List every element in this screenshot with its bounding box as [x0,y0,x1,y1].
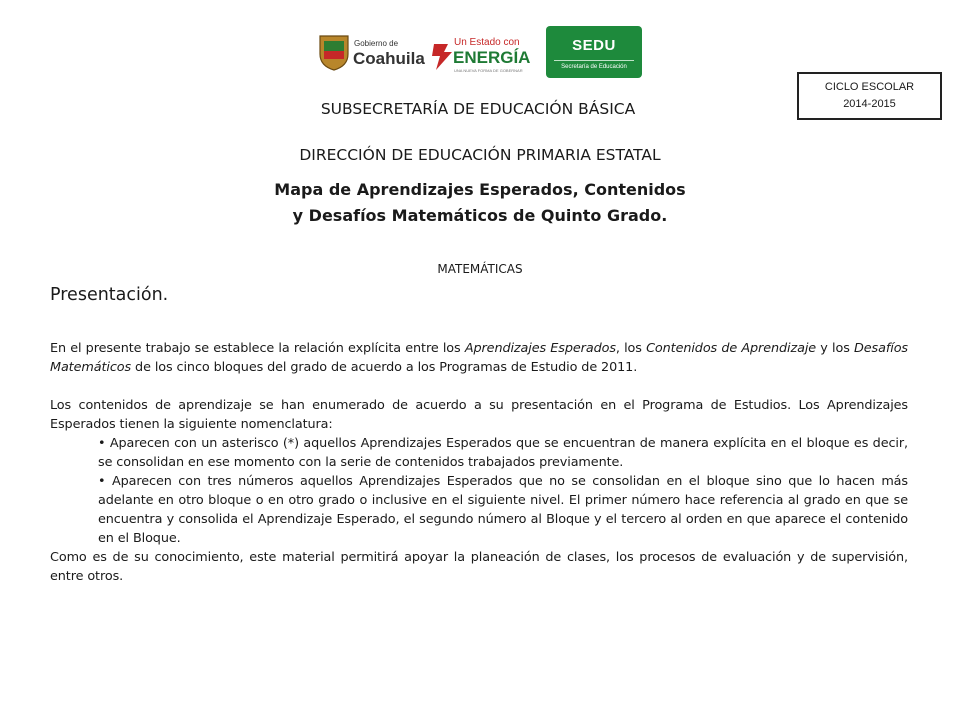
coahuila-small-text: Gobierno de [354,39,399,48]
energia-top-text: Un Estado con [454,37,520,48]
intro-em-contenidos: Contenidos de Aprendizaje [646,341,817,356]
ciclo-years: 2014-2015 [843,98,896,110]
coahuila-logo [318,32,428,72]
presentation-heading: Presentación. [50,285,169,305]
coahuila-big-text: Coahuila [353,49,425,68]
paragraph-intro [50,339,908,377]
intro-text-d: de los cinco bloques del grado de acuerdo a los Programas de Estudio de 2011. [131,360,638,375]
sedu-logo [546,26,642,78]
sedu-big-text: SEDU [572,37,616,54]
subsecretaria-heading: SUBSECRETARÍA DE EDUCACIÓN BÁSICA [320,100,636,118]
paragraph-spacer [50,377,908,396]
logo-strip [318,26,648,82]
intro-em-aprendizajes: Aprendizajes Esperados [464,341,616,356]
energia-logo [430,32,546,76]
title-line-1: Mapa de Aprendizajes Esperados, Contenidos [274,180,686,199]
sedu-small-text: Secretaría de Educación [561,64,627,70]
paragraph-closing: Como es de su conocimiento, este material permitirá apoyar la planeación de clases, los procesos de evaluación y de supervisión, entre otros. [50,550,908,584]
intro-text-c: y los [816,341,854,356]
energia-tag-text: UNA NUEVA FORMA DE GOBERNAR [454,68,523,73]
ciclo-label: CICLO ESCOLAR [824,81,915,93]
intro-em-desafios: Desafíos Matemáticos [50,341,908,375]
paragraph-nomenclature: Los contenidos de aprendizaje se han enumerado de acuerdo a su presentación en el Programa de Estudios. Los Aprendizajes Esperados tienen la siguiente nomenclatura: [50,398,908,432]
intro-text-a: En el presente trabajo se establece la relación explícita entre los [50,341,465,356]
direccion-heading: DIRECCIÓN DE EDUCACIÓN PRIMARIA ESTATAL [299,146,661,164]
sedu-divider [554,60,634,61]
intro-text-b: , los [615,341,647,356]
subject-label: MATEMÁTICAS [437,262,523,276]
energia-big-text: ENERGÍA [453,48,531,67]
title-line-2: y Desafíos Matemáticos de Quinto Grado. [292,206,668,225]
document-title [0,177,960,229]
bullet-asterisk: • Aparecen con un asterisco (*) aquellos Aprendizajes Esperados que se encuentran de manera explícita en el bloque es decir, se consolidan en ese momento con la serie de contenidos trabajados previamente. [98,436,908,470]
bullet-three-numbers: • Aparecen con tres números aquellos Aprendizajes Esperados que no se consolidan en el bloque sino que lo hacen más adelante en otro bloque o en otro grado o inclusive en el siguiente nivel. El primer número hace referencia al grado en que se encuentra y consolida el Aprendizaje Esperado, el segundo número al Bloque y el tercero al orden en que aparece el contenido en el Bloque. [98,474,908,546]
presentation-body [50,339,908,586]
